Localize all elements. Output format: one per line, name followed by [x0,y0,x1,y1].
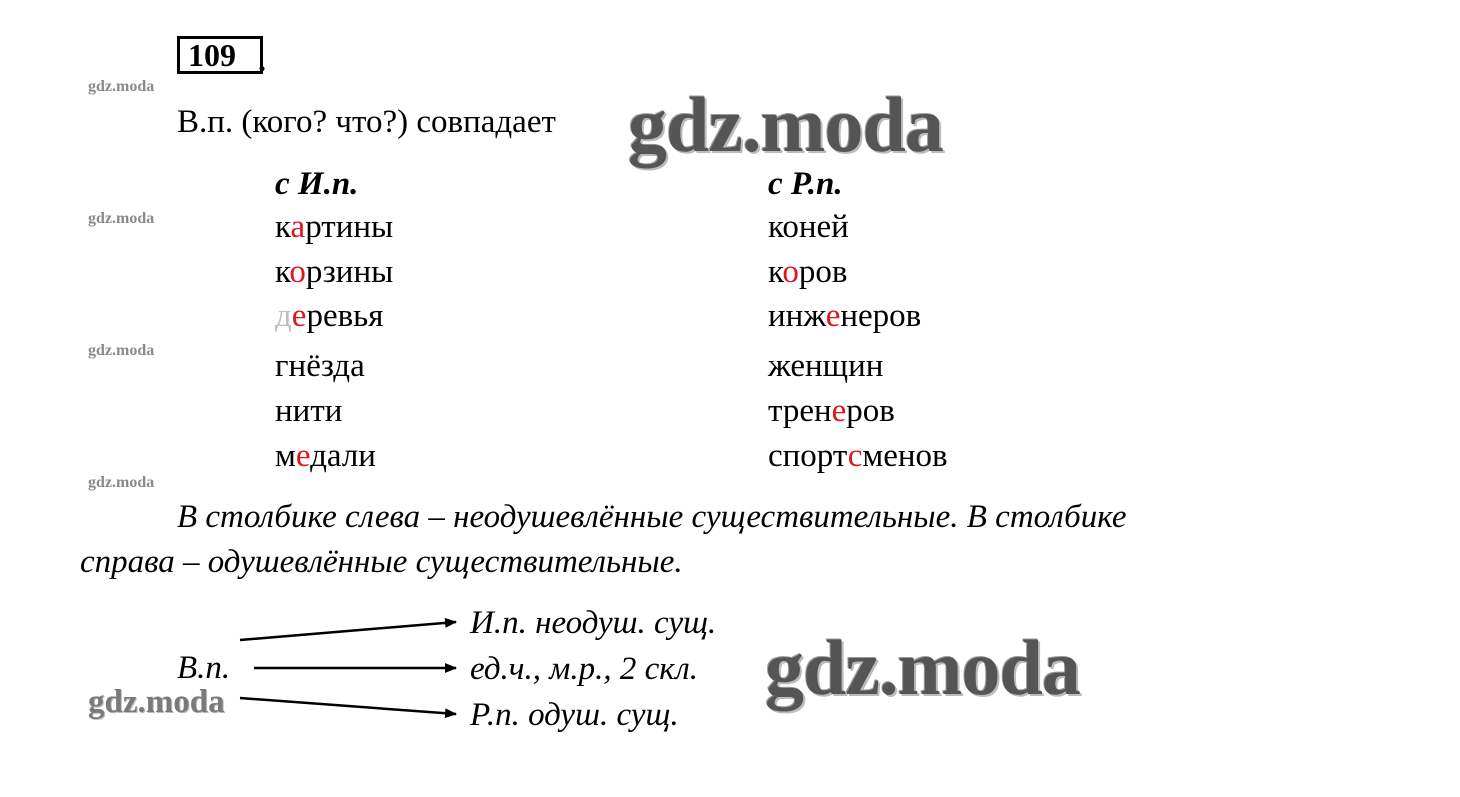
right-word: тренеров [768,393,895,429]
left-word: нити [275,393,343,429]
watermark-large: gdz.moda [628,81,943,168]
arrow-to-target-3 [240,698,456,714]
right-word: спортсменов [768,438,948,474]
intro-text: В.п. (кого? что?) совпадает [177,104,556,140]
watermark-large: gdz.moda [765,624,1080,711]
scheme-target-2: ед.ч., м.р., 2 скл. [470,651,698,687]
watermark-small: gdz.moda [88,210,155,227]
left-word: корзины [275,254,394,290]
left-column-header: с И.п. [275,166,359,202]
watermark-medium: gdz.moda [88,684,225,720]
left-word: медали [275,438,376,474]
conclusion-line-1: В столбике слева – неодушевлённые существительные. В столбике [177,499,1127,535]
right-word: коней [768,209,849,245]
left-word: гнёзда [275,348,365,384]
right-word: женщин [768,348,884,384]
watermark-small: gdz.moda [88,78,155,95]
watermark-small: gdz.moda [88,342,155,359]
right-column-header: с Р.п. [768,166,843,202]
exercise-number-dot: . [258,42,266,78]
exercise-number: 109 [177,36,263,74]
left-word: картины [275,209,394,245]
scheme-target-3: Р.п. одуш. сущ. [470,697,679,733]
left-word: деревья [275,298,384,334]
arrow-to-target-1 [240,622,456,640]
right-word: коров [768,254,848,290]
conclusion-line-2: справа – одушевлённые существительные. [80,544,683,580]
scheme-source-label: В.п. [177,650,231,686]
scheme-target-1: И.п. неодуш. сущ. [470,605,717,641]
watermark-small: gdz.moda [88,474,155,491]
right-word: инженеров [768,298,922,334]
